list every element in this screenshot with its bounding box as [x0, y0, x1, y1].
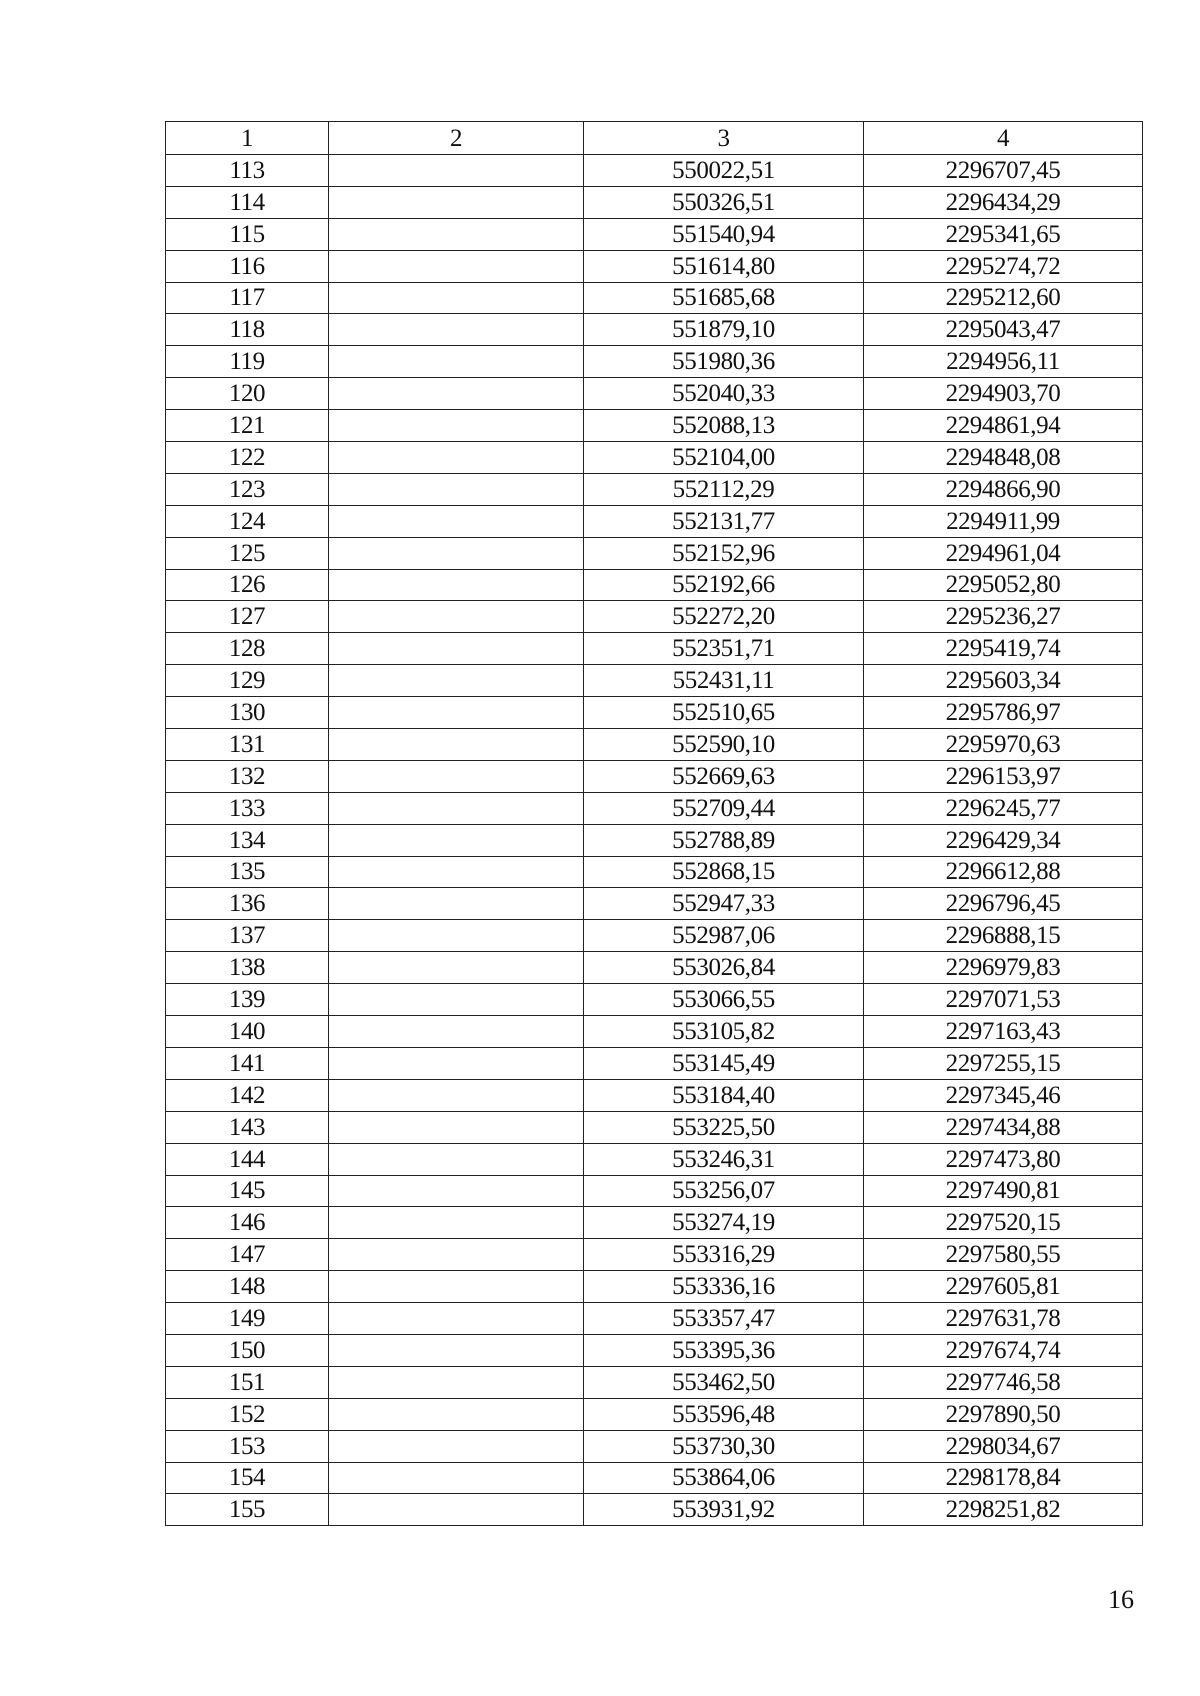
- x-coordinate-cell: 552040,33: [584, 378, 864, 410]
- y-coordinate-cell: 2294866,90: [864, 473, 1143, 505]
- x-coordinate-cell: 552868,15: [584, 856, 864, 888]
- table-row: [166, 250, 1143, 282]
- table-row: [166, 1111, 1143, 1143]
- x-coordinate-cell: 552104,00: [584, 442, 864, 474]
- table-row: [166, 1143, 1143, 1175]
- point-number-cell: 142: [166, 1079, 329, 1111]
- point-number-cell: 115: [166, 218, 329, 250]
- point-number-cell: 135: [166, 856, 329, 888]
- y-coordinate-cell: 2296707,45: [864, 155, 1143, 187]
- coordinates-table: [165, 121, 1143, 1526]
- empty-cell: [329, 250, 584, 282]
- empty-cell: [329, 1398, 584, 1430]
- y-coordinate-cell: 2296245,77: [864, 792, 1143, 824]
- empty-cell: [329, 569, 584, 601]
- table-row: [166, 1398, 1143, 1430]
- x-coordinate-cell: 550326,51: [584, 186, 864, 218]
- table-row: [166, 1016, 1143, 1048]
- empty-cell: [329, 1207, 584, 1239]
- table-row: [166, 1462, 1143, 1494]
- empty-cell: [329, 1239, 584, 1271]
- y-coordinate-cell: 2294911,99: [864, 505, 1143, 537]
- empty-cell: [329, 282, 584, 314]
- empty-cell: [329, 473, 584, 505]
- x-coordinate-cell: 553316,29: [584, 1239, 864, 1271]
- empty-cell: [329, 824, 584, 856]
- y-coordinate-cell: 2297520,15: [864, 1207, 1143, 1239]
- empty-cell: [329, 1494, 584, 1526]
- y-coordinate-cell: 2297163,43: [864, 1016, 1143, 1048]
- empty-cell: [329, 1143, 584, 1175]
- table-row: [166, 633, 1143, 665]
- y-coordinate-cell: 2296434,29: [864, 186, 1143, 218]
- point-number-cell: 134: [166, 824, 329, 856]
- point-number-cell: 120: [166, 378, 329, 410]
- y-coordinate-cell: 2294961,04: [864, 537, 1143, 569]
- point-number-cell: 136: [166, 888, 329, 920]
- table-body: [166, 155, 1143, 1526]
- point-number-cell: 133: [166, 792, 329, 824]
- point-number-cell: 137: [166, 920, 329, 952]
- table-row: [166, 1175, 1143, 1207]
- point-number-cell: 130: [166, 697, 329, 729]
- y-coordinate-cell: 2295236,27: [864, 601, 1143, 633]
- header-row: [166, 122, 1143, 155]
- empty-cell: [329, 633, 584, 665]
- point-number-cell: 143: [166, 1111, 329, 1143]
- point-number-cell: 149: [166, 1303, 329, 1335]
- x-coordinate-cell: 552152,96: [584, 537, 864, 569]
- table-row: [166, 537, 1143, 569]
- point-number-cell: 148: [166, 1271, 329, 1303]
- x-coordinate-cell: 553145,49: [584, 1047, 864, 1079]
- point-number-cell: 132: [166, 760, 329, 792]
- x-coordinate-cell: 553256,07: [584, 1175, 864, 1207]
- empty-cell: [329, 1271, 584, 1303]
- empty-cell: [329, 378, 584, 410]
- y-coordinate-cell: 2297631,78: [864, 1303, 1143, 1335]
- x-coordinate-cell: 552669,63: [584, 760, 864, 792]
- y-coordinate-cell: 2297746,58: [864, 1366, 1143, 1398]
- empty-cell: [329, 314, 584, 346]
- y-coordinate-cell: 2297890,50: [864, 1398, 1143, 1430]
- table-row: [166, 888, 1143, 920]
- empty-cell: [329, 442, 584, 474]
- point-number-cell: 146: [166, 1207, 329, 1239]
- point-number-cell: 139: [166, 984, 329, 1016]
- point-number-cell: 144: [166, 1143, 329, 1175]
- empty-cell: [329, 888, 584, 920]
- x-coordinate-cell: 552590,10: [584, 729, 864, 761]
- table-header: [166, 122, 1143, 155]
- point-number-cell: 138: [166, 952, 329, 984]
- empty-cell: [329, 665, 584, 697]
- x-coordinate-cell: 551879,10: [584, 314, 864, 346]
- empty-cell: [329, 760, 584, 792]
- empty-cell: [329, 729, 584, 761]
- table-row: [166, 218, 1143, 250]
- header-col-2: 2: [329, 122, 584, 155]
- x-coordinate-cell: 552709,44: [584, 792, 864, 824]
- x-coordinate-cell: 553357,47: [584, 1303, 864, 1335]
- x-coordinate-cell: 553274,19: [584, 1207, 864, 1239]
- point-number-cell: 145: [166, 1175, 329, 1207]
- table-row: [166, 1047, 1143, 1079]
- y-coordinate-cell: 2296796,45: [864, 888, 1143, 920]
- y-coordinate-cell: 2298178,84: [864, 1462, 1143, 1494]
- y-coordinate-cell: 2295274,72: [864, 250, 1143, 282]
- empty-cell: [329, 1111, 584, 1143]
- empty-cell: [329, 186, 584, 218]
- empty-cell: [329, 1334, 584, 1366]
- table-row: [166, 1207, 1143, 1239]
- table-row: [166, 282, 1143, 314]
- y-coordinate-cell: 2298251,82: [864, 1494, 1143, 1526]
- x-coordinate-cell: 553066,55: [584, 984, 864, 1016]
- x-coordinate-cell: 551685,68: [584, 282, 864, 314]
- x-coordinate-cell: 552947,33: [584, 888, 864, 920]
- y-coordinate-cell: 2296429,34: [864, 824, 1143, 856]
- empty-cell: [329, 697, 584, 729]
- y-coordinate-cell: 2295212,60: [864, 282, 1143, 314]
- header-col-3: 3: [584, 122, 864, 155]
- y-coordinate-cell: 2295419,74: [864, 633, 1143, 665]
- y-coordinate-cell: 2296979,83: [864, 952, 1143, 984]
- point-number-cell: 117: [166, 282, 329, 314]
- table-row: [166, 1239, 1143, 1271]
- empty-cell: [329, 218, 584, 250]
- empty-cell: [329, 155, 584, 187]
- table-row: [166, 505, 1143, 537]
- table-row: [166, 410, 1143, 442]
- table-row: [166, 1303, 1143, 1335]
- empty-cell: [329, 505, 584, 537]
- y-coordinate-cell: 2294848,08: [864, 442, 1143, 474]
- y-coordinate-cell: 2294956,11: [864, 346, 1143, 378]
- page-number: 16: [1108, 1585, 1134, 1614]
- x-coordinate-cell: 551614,80: [584, 250, 864, 282]
- y-coordinate-cell: 2297605,81: [864, 1271, 1143, 1303]
- empty-cell: [329, 920, 584, 952]
- y-coordinate-cell: 2298034,67: [864, 1430, 1143, 1462]
- point-number-cell: 116: [166, 250, 329, 282]
- x-coordinate-cell: 552131,77: [584, 505, 864, 537]
- y-coordinate-cell: 2297345,46: [864, 1079, 1143, 1111]
- point-number-cell: 119: [166, 346, 329, 378]
- x-coordinate-cell: 552272,20: [584, 601, 864, 633]
- y-coordinate-cell: 2295341,65: [864, 218, 1143, 250]
- point-number-cell: 154: [166, 1462, 329, 1494]
- y-coordinate-cell: 2297071,53: [864, 984, 1143, 1016]
- x-coordinate-cell: 553336,16: [584, 1271, 864, 1303]
- x-coordinate-cell: 551540,94: [584, 218, 864, 250]
- header-col-4: 4: [864, 122, 1143, 155]
- y-coordinate-cell: 2294861,94: [864, 410, 1143, 442]
- table-row: [166, 792, 1143, 824]
- y-coordinate-cell: 2294903,70: [864, 378, 1143, 410]
- x-coordinate-cell: 550022,51: [584, 155, 864, 187]
- y-coordinate-cell: 2296888,15: [864, 920, 1143, 952]
- point-number-cell: 147: [166, 1239, 329, 1271]
- point-number-cell: 123: [166, 473, 329, 505]
- x-coordinate-cell: 553864,06: [584, 1462, 864, 1494]
- point-number-cell: 118: [166, 314, 329, 346]
- table-row: [166, 665, 1143, 697]
- x-coordinate-cell: 553462,50: [584, 1366, 864, 1398]
- empty-cell: [329, 601, 584, 633]
- point-number-cell: 113: [166, 155, 329, 187]
- y-coordinate-cell: 2295043,47: [864, 314, 1143, 346]
- empty-cell: [329, 1047, 584, 1079]
- x-coordinate-cell: 551980,36: [584, 346, 864, 378]
- point-number-cell: 127: [166, 601, 329, 633]
- table-row: [166, 155, 1143, 187]
- x-coordinate-cell: 553105,82: [584, 1016, 864, 1048]
- point-number-cell: 126: [166, 569, 329, 601]
- table-row: [166, 186, 1143, 218]
- y-coordinate-cell: 2296153,97: [864, 760, 1143, 792]
- table-row: [166, 1366, 1143, 1398]
- x-coordinate-cell: 552788,89: [584, 824, 864, 856]
- empty-cell: [329, 1016, 584, 1048]
- table-row: [166, 346, 1143, 378]
- point-number-cell: 128: [166, 633, 329, 665]
- point-number-cell: 141: [166, 1047, 329, 1079]
- x-coordinate-cell: 553225,50: [584, 1111, 864, 1143]
- empty-cell: [329, 984, 584, 1016]
- y-coordinate-cell: 2297473,80: [864, 1143, 1143, 1175]
- x-coordinate-cell: 553596,48: [584, 1398, 864, 1430]
- point-number-cell: 129: [166, 665, 329, 697]
- y-coordinate-cell: 2295052,80: [864, 569, 1143, 601]
- empty-cell: [329, 1303, 584, 1335]
- x-coordinate-cell: 552192,66: [584, 569, 864, 601]
- x-coordinate-cell: 552510,65: [584, 697, 864, 729]
- point-number-cell: 155: [166, 1494, 329, 1526]
- table-row: [166, 920, 1143, 952]
- y-coordinate-cell: 2297580,55: [864, 1239, 1143, 1271]
- x-coordinate-cell: 552088,13: [584, 410, 864, 442]
- point-number-cell: 153: [166, 1430, 329, 1462]
- y-coordinate-cell: 2297674,74: [864, 1334, 1143, 1366]
- empty-cell: [329, 952, 584, 984]
- table-row: [166, 1334, 1143, 1366]
- y-coordinate-cell: 2295603,34: [864, 665, 1143, 697]
- empty-cell: [329, 410, 584, 442]
- x-coordinate-cell: 552351,71: [584, 633, 864, 665]
- point-number-cell: 151: [166, 1366, 329, 1398]
- y-coordinate-cell: 2295970,63: [864, 729, 1143, 761]
- x-coordinate-cell: 553730,30: [584, 1430, 864, 1462]
- empty-cell: [329, 792, 584, 824]
- x-coordinate-cell: 553395,36: [584, 1334, 864, 1366]
- point-number-cell: 121: [166, 410, 329, 442]
- table-row: [166, 697, 1143, 729]
- x-coordinate-cell: 553246,31: [584, 1143, 864, 1175]
- empty-cell: [329, 1079, 584, 1111]
- header-col-1: 1: [166, 122, 329, 155]
- table-row: [166, 442, 1143, 474]
- table-row: [166, 729, 1143, 761]
- x-coordinate-cell: 553931,92: [584, 1494, 864, 1526]
- empty-cell: [329, 1462, 584, 1494]
- y-coordinate-cell: 2297434,88: [864, 1111, 1143, 1143]
- table-row: [166, 1494, 1143, 1526]
- empty-cell: [329, 1430, 584, 1462]
- empty-cell: [329, 1175, 584, 1207]
- point-number-cell: 131: [166, 729, 329, 761]
- table-row: [166, 1271, 1143, 1303]
- point-number-cell: 125: [166, 537, 329, 569]
- point-number-cell: 150: [166, 1334, 329, 1366]
- x-coordinate-cell: 553026,84: [584, 952, 864, 984]
- point-number-cell: 140: [166, 1016, 329, 1048]
- point-number-cell: 114: [166, 186, 329, 218]
- table-row: [166, 760, 1143, 792]
- table-row: [166, 378, 1143, 410]
- x-coordinate-cell: 552431,11: [584, 665, 864, 697]
- empty-cell: [329, 856, 584, 888]
- x-coordinate-cell: 553184,40: [584, 1079, 864, 1111]
- point-number-cell: 124: [166, 505, 329, 537]
- y-coordinate-cell: 2295786,97: [864, 697, 1143, 729]
- point-number-cell: 152: [166, 1398, 329, 1430]
- y-coordinate-cell: 2296612,88: [864, 856, 1143, 888]
- empty-cell: [329, 537, 584, 569]
- empty-cell: [329, 1366, 584, 1398]
- point-number-cell: 122: [166, 442, 329, 474]
- table-row: [166, 314, 1143, 346]
- table-row: [166, 824, 1143, 856]
- x-coordinate-cell: 552112,29: [584, 473, 864, 505]
- table-row: [166, 1079, 1143, 1111]
- table-row: [166, 601, 1143, 633]
- table-row: [166, 1430, 1143, 1462]
- table-row: [166, 952, 1143, 984]
- table-row: [166, 569, 1143, 601]
- y-coordinate-cell: 2297490,81: [864, 1175, 1143, 1207]
- y-coordinate-cell: 2297255,15: [864, 1047, 1143, 1079]
- empty-cell: [329, 346, 584, 378]
- x-coordinate-cell: 552987,06: [584, 920, 864, 952]
- table-row: [166, 856, 1143, 888]
- table-row: [166, 984, 1143, 1016]
- table-row: [166, 473, 1143, 505]
